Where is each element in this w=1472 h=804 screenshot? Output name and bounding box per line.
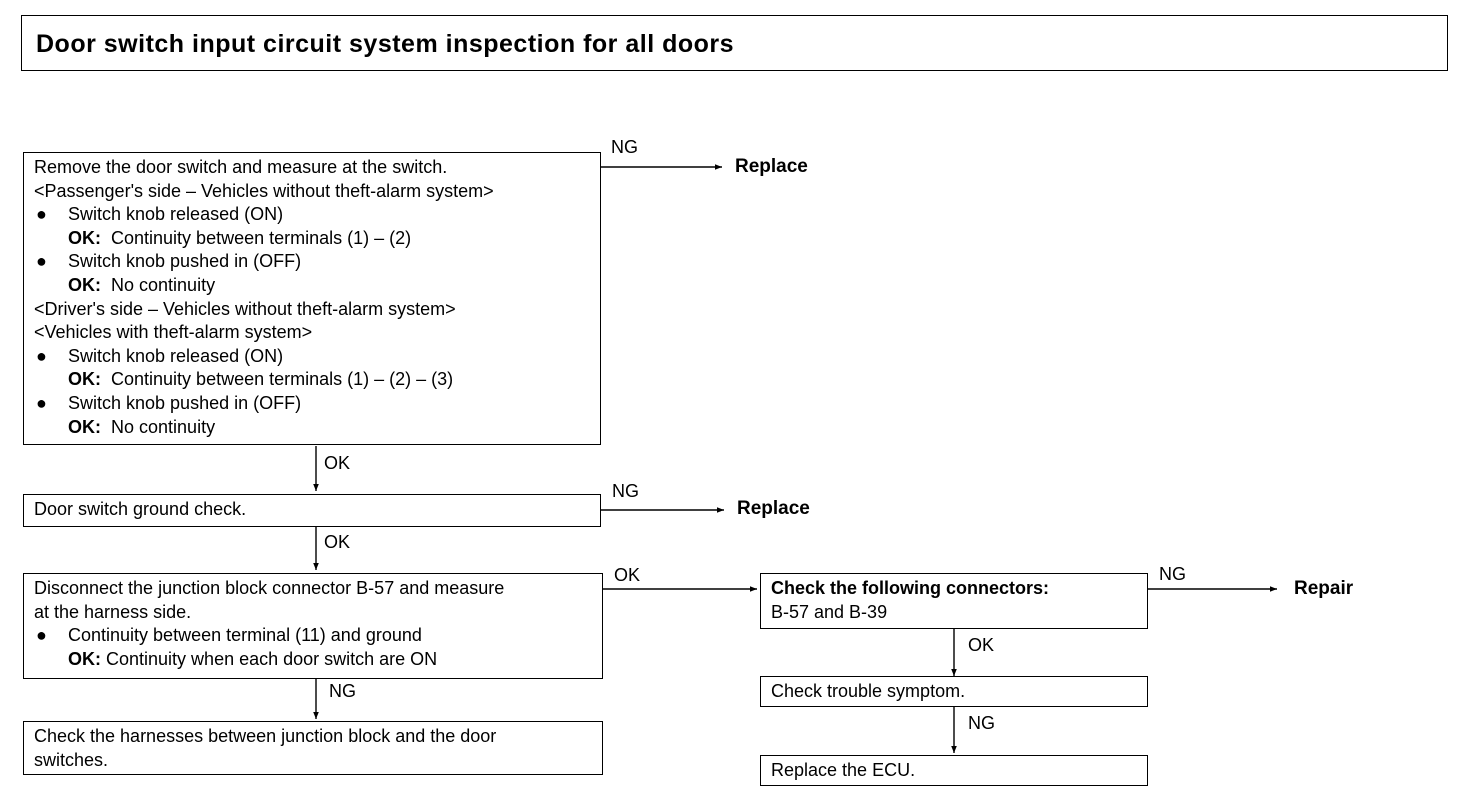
driver-bullet-pushed: ● Switch knob pushed in (OFF) <box>34 392 590 416</box>
bullet-dot: ● <box>36 392 47 413</box>
step4-line1: Check the harnesses between junction block and the door <box>34 726 497 746</box>
passenger-ok-released: OK: Continuity between terminals (1) – (2) <box>68 227 412 248</box>
symptom-box <box>760 676 1148 707</box>
step1-heading: Remove the door switch and measure at the switch. <box>34 157 448 177</box>
theft-alarm-header: <Vehicles with theft-alarm system> <box>34 322 313 343</box>
driver-ok-released: OK: Continuity between terminals (1) – (2) – (3) <box>68 369 454 390</box>
driver-side-header: <Driver's side – Vehicles without theft-alarm system> <box>34 298 456 319</box>
result-replace-step2: Replace <box>737 498 810 519</box>
ng-label-step2: NG <box>612 481 639 501</box>
step1-box <box>23 152 601 445</box>
ng-label-step1: NG <box>611 137 638 157</box>
result-repair: Repair <box>1294 578 1354 599</box>
ok-label-step3: OK <box>614 565 641 585</box>
bullet-dot: ● <box>36 204 47 225</box>
connectors-box <box>760 573 1148 629</box>
bullet-dot: ● <box>36 251 47 272</box>
step3-bullet: ● Continuity between terminal (11) and ground <box>34 624 592 648</box>
step3-line1: Disconnect the junction block connector B-57 and measure <box>34 578 505 598</box>
bullet-dot: ● <box>36 625 47 646</box>
ecu-text: Replace the ECU. <box>771 760 916 780</box>
passenger-ok-pushed: OK: No continuity <box>68 274 216 295</box>
ecu-box <box>760 755 1148 786</box>
step3-box <box>23 573 603 679</box>
symptom-text: Check trouble symptom. <box>771 681 966 701</box>
ng-label-symptom: NG <box>968 713 995 733</box>
step4-box <box>23 721 603 775</box>
passenger-bullet-pushed: ● Switch knob pushed in (OFF) <box>34 250 590 274</box>
step3-line2: at the harness side. <box>34 601 192 622</box>
driver-bullet-released: ● Switch knob released (ON) <box>34 345 590 369</box>
passenger-side-header: <Passenger's side – Vehicles without theft-alarm system> <box>34 180 494 201</box>
passenger-bullet-released: ● Switch knob released (ON) <box>34 203 590 227</box>
page-title: Door switch input circuit system inspection for all doors <box>36 30 735 58</box>
ok-label-step2: OK <box>324 532 351 552</box>
connectors-line1: Check the following connectors: <box>771 578 1050 598</box>
title-box <box>21 15 1448 71</box>
bullet-dot: ● <box>36 345 47 366</box>
driver-ok-pushed: OK: No continuity <box>68 416 216 437</box>
ng-label-connectors: NG <box>1159 564 1186 584</box>
ok-label-step1: OK <box>324 453 351 473</box>
ng-label-step3: NG <box>329 681 356 701</box>
step2-text: Door switch ground check. <box>34 499 247 519</box>
ok-label-connectors: OK <box>968 635 995 655</box>
step2-box <box>23 494 601 527</box>
result-replace-step1: Replace <box>735 156 808 177</box>
step4-line2: switches. <box>34 749 109 770</box>
connectors-line2: B-57 and B-39 <box>771 601 888 622</box>
step3-ok: OK: Continuity when each door switch are ON <box>68 648 438 669</box>
